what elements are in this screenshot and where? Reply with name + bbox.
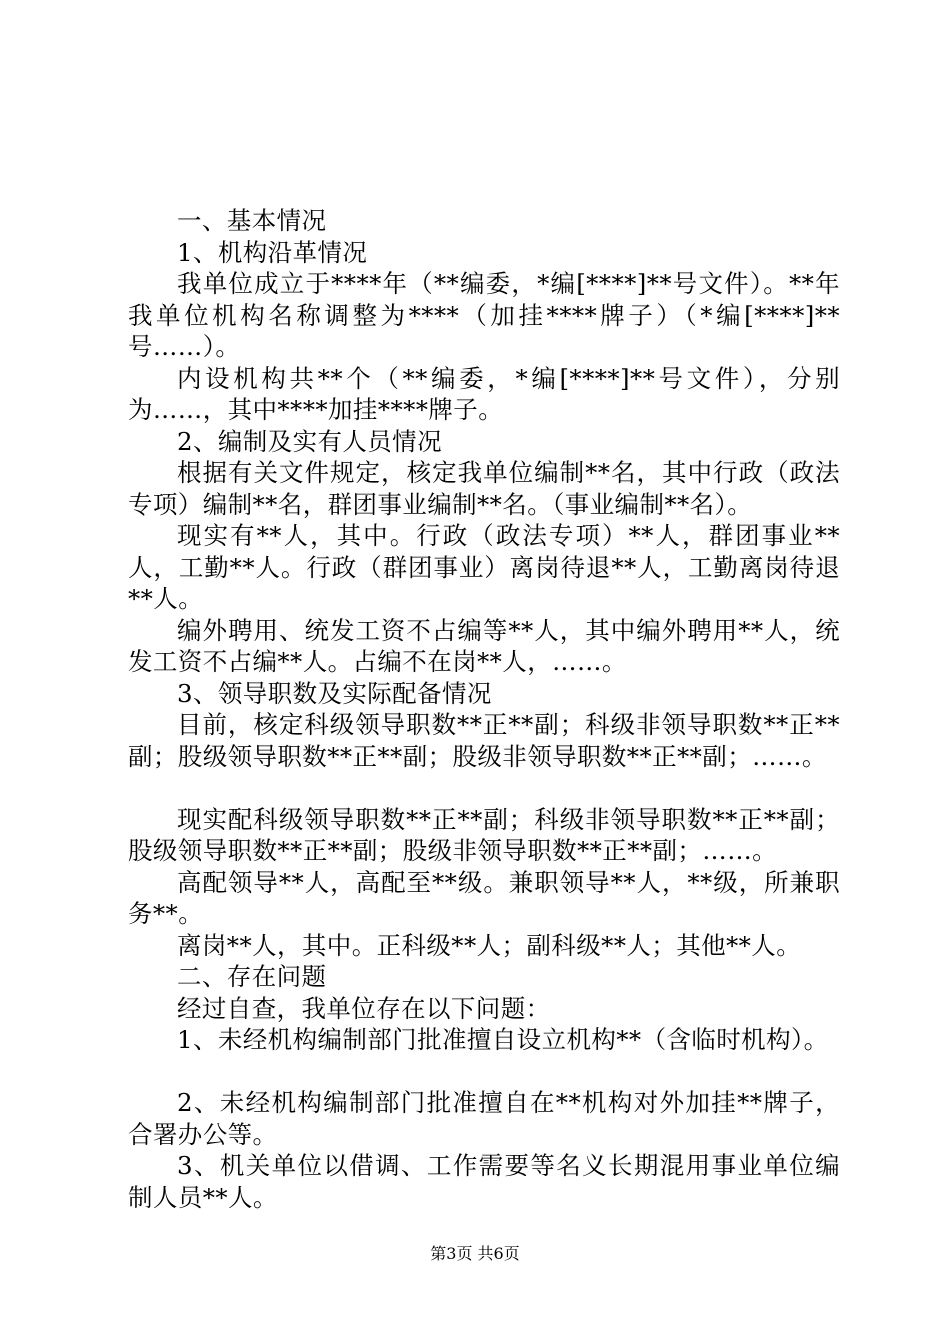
subsection-heading-staffing: 2、编制及实有人员情况 (177, 426, 442, 456)
document-body (128, 205, 840, 1213)
paragraph-senior-appointments: 高配领导**人，高配至**级。兼职领导**人，**级，所兼职务**。 (128, 867, 840, 928)
paragraph-approved-staffing: 根据有关文件规定，核定我单位编制**名，其中行政（政法专项）编制**名，群团事业编制**名。（事业编制**名）。 (128, 458, 840, 519)
problem-item-3: 3、机关单位以借调、工作需要等名义长期混用事业单位编制人员**人。 (128, 1151, 840, 1212)
problem-item-1: 1、未经机构编制部门批准擅自设立机构**（含临时机构）。 (177, 1025, 829, 1054)
paragraph-departed-staff: 离岗**人，其中。正科级**人；副科级**人；其他**人。 (177, 930, 802, 960)
section-heading-problems: 二、存在问题 (177, 962, 327, 991)
section-heading-basic: 一、基本情况 (177, 206, 327, 235)
paragraph-internal-units: 内设机构共**个（**编委，*编[****]**号文件），分别为……，其中****加挂****牌子。 (128, 363, 840, 424)
page-number-footer: 第3页 共6页 (430, 1244, 520, 1263)
subsection-heading-history: 1、机构沿革情况 (177, 237, 368, 267)
paragraph-establishment: 我单位成立于****年（**编委，*编[****]**号文件）。**年我单位机构名称调整为****（加挂****牌子）（*编[****]**号……）。 (128, 269, 840, 361)
paragraph-self-check: 经过自查，我单位存在以下问题： (177, 993, 551, 1023)
paragraph-actual-leadership: 现实配科级领导职数**正**副；科级非领导职数**正**副；股级领导职数**正**副；股级非领导职数**正**副；……。 (128, 804, 840, 865)
subsection-heading-leadership: 3、领导职数及实际配备情况 (177, 678, 492, 708)
paragraph-contract-staff: 编外聘用、统发工资不占编等**人，其中编外聘用**人，统发工资不占编**人。占编不在岗**人，……。 (128, 615, 840, 676)
problem-item-2: 2、未经机构编制部门批准擅自在**机构对外加挂**牌子，合署办公等。 (128, 1088, 840, 1149)
paragraph-actual-staff: 现实有**人，其中。行政（政法专项）**人，群团事业**人，工勤**人。行政（群团事业）离岗待退**人，工勤离岗待退**人。 (128, 521, 840, 613)
paragraph-approved-leadership: 目前，核定科级领导职数**正**副；科级非领导职数**正**副；股级领导职数**正**副；股级非领导职数**正**副；……。 (128, 710, 840, 771)
